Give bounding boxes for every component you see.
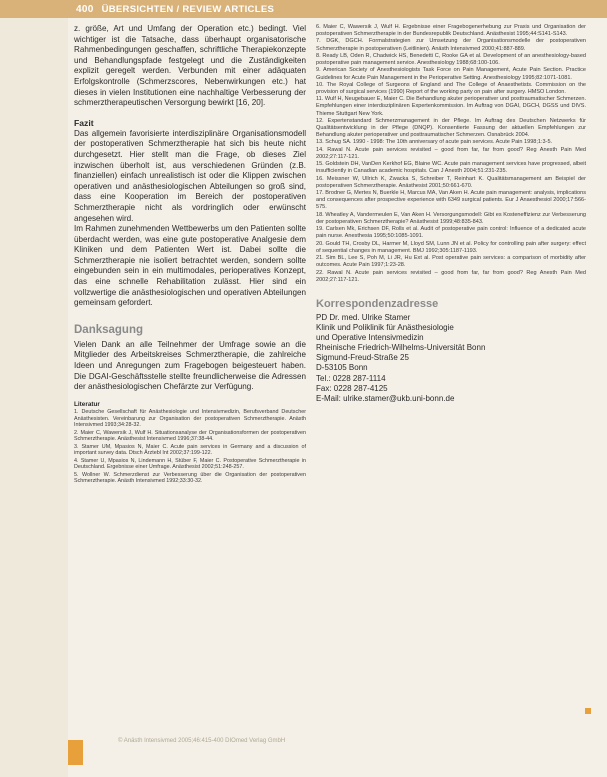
danksagung-paragraph: Vielen Dank an alle Teilnehmer der Umfrage sowie an die Mitglieder des Arbeitskreises Schmerztherapie, die zahlreiche Ideen und Anregungen zum Fragebogen beigesteuert haben. Die DGAI-Geschäftsstelle stellte freundlicherweise die Adressen der anästhesiologischen Chefärzte zur Verfügung. — [74, 339, 306, 392]
fazit-paragraph-2: Im Rahmen zunehmenden Wettbewerbs um den Patienten sollte überdacht werden, was eine gute postoperative Analgesie dem Kliniken und dem Patienten Wert ist. Dabei sollte die Schmerztherapie nie isoliert betrachtet werden, sondern sollte eingebunden sein in ein multimodales, perioperatives Konzept, das eine schnelle Rehabilitation zulässt. Hier sind ein vollzwertige die anästhesiologischen und operativen Abteilungen gemeinsam gefordert. — [74, 224, 306, 308]
reference-item: 15. Goldstein DH, VanDen Kerkhof EG, Blaine WC. Acute pain management services have progressed, albeit insufficiently in Canadian academic hospitals. Can J Anesth 2004;51:231-235. — [316, 161, 586, 175]
reference-item: 19. Carlsen Mk, Erichsen DF, Rolls et al. Audit of postoperative pain control: Influence of a dedicated acute pain nurse. Anesthesia 1995;50:1085-1091. — [316, 226, 586, 240]
margin-accent — [68, 740, 83, 765]
danksagung-heading: Danksagung — [74, 323, 144, 336]
fazit-heading: Fazit — [74, 117, 94, 128]
left-column — [74, 24, 306, 486]
reference-item: 2. Maier C, Wawersik J, Wulf H. Situationsanalyse der Organisationsformen der postoperativen Schmerztherapie. Anästhesist Intensivmed 1996;37:38-44. — [74, 429, 306, 443]
address-line: und Operative Intensivmedizin — [316, 333, 424, 343]
page-margin — [0, 18, 68, 777]
reference-item: 20. Gould TH, Crosby DL, Harmer M, Lloyd SM, Lunn JN et al. Policy for controlling pain after surgery: effect of sequential changes in management. BMJ 1992;305:1187-1193. — [316, 240, 586, 254]
intro-paragraph: z. größe, Art und Umfang der Operation etc.) bedingt. Viel wichtiger ist die Tatsache, dass überhaupt organisatorische Rahmenbedingungen geschaffen, schriftliche Therapiekonzepte und Behandlungspfade festgelegt und die Zuständigkeiten explizit geregelt werden. Verbunden mit einer adäquaten Erfolgskontrolle (Schmerzscores, Nebenwirkungen etc.) hat dieses in vielen Institutionen eine nachhaltige Verbesserung der schmerztherapeutischen Versorgung bewirkt [16, 20]. — [74, 24, 306, 108]
right-column — [316, 24, 586, 404]
reference-item: 17. Brodner G, Mertes N, Buerkle H, Marcus MA, Van Aken H. Acute pain management: analysis, implications and consequences after prospective experience with 6349 surgical patients. Eur J Anaesthesiol 2000;17:566-575. — [316, 190, 586, 211]
literatur-heading: Literatur — [74, 400, 100, 408]
reference-item: 6. Maier C, Wawersik J, Wulf H. Ergebnisse einer Fragebogenerhebung zur Praxis und Organisation der postoperativen Schmerztherapie in der Bundesrepublik Deutschland. Anästhesist 1995;44:S141-S143. — [316, 24, 586, 38]
page-header — [0, 0, 607, 18]
reference-item: 13. Schug SA. 1990 - 1998: The 10th anniversary of acute pain services. Acute Pain 1998;1:3-5. — [316, 139, 553, 146]
fazit-paragraph-1: Das allgemein favorisierte interdisziplinäre Organisationsmodell der postoperativen Schmerztherapie hat sich bis heute nicht durchgesetzt. Hier stellt man die Frage, ob dieses Ziel inzwischen überholt ist, aus verschiedenen Gründen (z.B. finanziellen) einfach unrealistisch ist oder die Klippen zwischen operativen und anästhesiologischen Abteilungen so groß sind, dass eine Kooperation im Bereich der postoperativen Schmerztherapie nicht als vordringlich oder erwünscht angesehen wird. — [74, 128, 306, 223]
section-title: ÜBERSICHTEN / REVIEW ARTICLES — [101, 3, 275, 15]
address-line: PD Dr. med. Ulrike Stamer — [316, 312, 411, 322]
reference-item: 3. Stamer UM, Mpasios N, Maier C. Acute pain services in Germany and a discussion of important survey data. Dtsch Ärztebl Int 2002;37:199-122. — [74, 443, 306, 457]
reference-item: 1. Deutsche Gesellschaft für Anästhesiologie und Intensivmedizin, Berufsverband Deutscher Anästhesisten. Vereinbarung zur Organisation der postoperativen Schmerztherapie. Anästh Intensivmed 1993;34:28-32. — [74, 408, 306, 429]
accent-marker — [585, 708, 591, 714]
correspondence-heading: Korrespondenzadresse — [316, 297, 439, 310]
reference-item: 12. Expertenstandard Schmerzmanagement in der Pflege. Im Auftrag des Deutschen Netzwerks für Qualitätsentwicklung in der Pflege (DNQP). Konsentierte Fassung der aktuellen Empfehlungen zur Behandlung akuter perioperativer und posttraumatischer Schmerzen. Osnabrück 2004. — [316, 117, 586, 139]
reference-item: 4. Stamer U, Mpasios N, Lindemann H, Stüber F, Maier C. Postoperative Schmerztherapie in Deutschland. Ergebnisse einer Umfrage. Anästhesist 2002;51:248-257. — [74, 457, 306, 471]
email-address: E-Mail: ulrike.stamer@ukb.uni-bonn.de — [316, 393, 455, 403]
address-line: Tel.: 0228 287-1114 — [316, 373, 386, 383]
page-number: 400 — [76, 3, 94, 15]
reference-item: 5. Wollner W. Schmerzdienst zur Verbesserung über die Organisation der postoperativen Schmerztherapie. Anästh Intensivmed 1992;33:30-32. — [74, 471, 306, 485]
reference-item: 10. The Royal College of Surgeons of England and The College of Anaesthetists. Commission on the provision of surgical services (1990) Report of the working party on pain after surgery. HMSO London. — [316, 81, 586, 95]
address-line: Rheinische Friedrich-Wilhelms-Universität Bonn — [316, 343, 486, 353]
reference-item: 22. Rawal N. Acute pain services revisited – good from far, far from good? Reg Anesth Pain Med 2002;27:117-121. — [316, 269, 586, 283]
address-line: Sigmund-Freud-Straße 25 — [316, 353, 409, 363]
reference-item: 18. Wheatley A, Vandermeulen E, Van Aken H. Versorgungsmodell: Gibt es Kosteneffizienz zur Verbesserung der postoperativen Schmerztherapie? Anästhesist 1999;48:835-843. — [316, 211, 586, 225]
reference-item: 21. Sim BL, Lee S, Poh M, Li JR, Hu Ext al. Post operative pain services: a comparison of morbidity after outcomes. Acute Pain 1997;1:23-28. — [316, 255, 586, 269]
page-footer: © Anästh Intensivmed 2005;46:415-400 DIOmed Verlag GmbH — [118, 738, 286, 744]
address-line: D-53105 Bonn — [316, 363, 368, 373]
reference-item: 14. Rawal N. Acute pain services revisited – good from far, far from good? Reg Anesth Pain Med 2002;27:117-121. — [316, 146, 586, 160]
reference-item: 16. Meissner W, Ullrich K, Zwacka S, Schreiber T, Reinhart K. Qualitätsmanagement am Beispiel der postoperativen Schmerztherapie. Anästhesist 2001;50:661-670. — [316, 175, 586, 189]
reference-item: 8. Ready LB, Oden R, Chadwick HS, Benedetti C, Rooke GA et al. Development of an anesthesiology-based postoperative pain management service. Anesthesiology 1988;68:100-106. — [316, 52, 586, 67]
reference-item: 11. Wulf H, Neugebauer E, Maier C. Die Behandlung akuter perioperativer und posttraumatischer Schmerzen. Empfehlungen einer interdisziplinären Expertenkommission. Im Auftrag von DGAI, DGCH, DGSS und DIVS. Thieme Stuttgart New York. — [316, 96, 586, 117]
reference-item: 9. American Society of Anesthesiologists Task Force on Pain Management, Acute Pain Section. Practice Guidelines for Acute Pain Management in the Perioperative Setting. Anesthesiology 1995;82:1071-1081. — [316, 67, 586, 81]
address-line: Fax: 0228 287-4125 — [316, 383, 388, 393]
reference-item: 7. DGK, DGCH. Formalstrategien zur Umsetzung der Organisationsmodelle der postoperativen Schmerztherapie in postoperativen (Leitlinien). Anästh Intensivmed 2000;41:887-889. — [316, 38, 586, 52]
address-line: Klinik und Poliklinik für Anästhesiologie — [316, 323, 454, 333]
